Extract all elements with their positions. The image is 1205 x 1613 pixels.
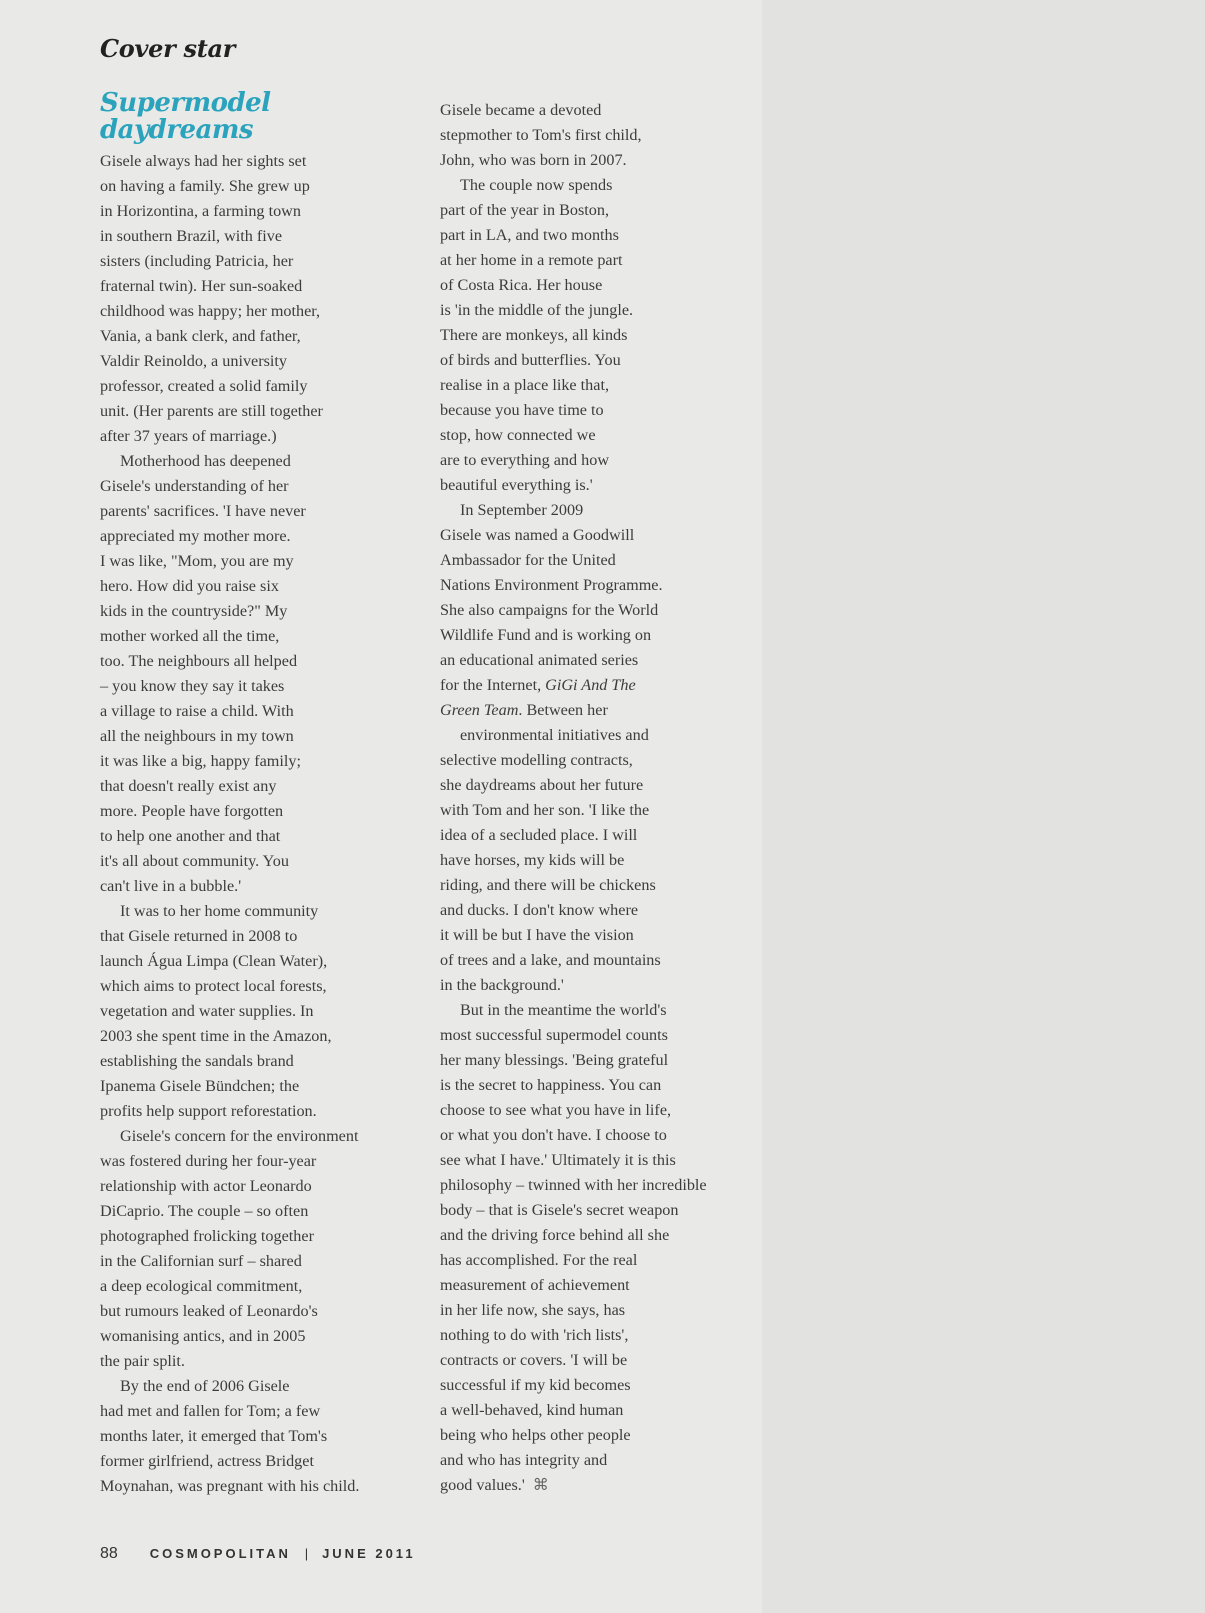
body-line: most successful supermodel counts <box>440 1026 668 1044</box>
series-title: GiGi And The <box>545 676 636 694</box>
body-line: to help one another and that <box>100 827 281 845</box>
body-line: in her life now, she says, has <box>440 1301 626 1319</box>
body-line: on having a family. She grew up <box>100 177 310 195</box>
body-line: selective modelling contracts, <box>440 751 633 769</box>
body-line: By the end of 2006 Gisele <box>120 1377 290 1395</box>
body-line <box>440 673 707 698</box>
body-line: part in LA, and two months <box>440 226 619 244</box>
page-footer <box>100 1545 416 1563</box>
body-line: Valdir Reinoldo, a university <box>100 352 288 370</box>
body-line: which aims to protect local forests, <box>100 977 327 995</box>
body-line: Moynahan, was pregnant with his child. <box>100 1477 360 1495</box>
body-line: nothing to do with 'rich lists', <box>440 1326 629 1344</box>
body-line: Ambassador for the United <box>440 551 616 569</box>
body-line: – you know they say it takes <box>100 677 285 695</box>
body-line: Wildlife Fund and is working on <box>440 626 652 644</box>
issue-date: JUNE 2011 <box>322 1546 416 1561</box>
body-line: that Gisele returned in 2008 to <box>100 927 298 945</box>
body-line: good values.' ⌘ <box>440 1476 549 1494</box>
body-line: her many blessings. 'Being grateful <box>440 1051 669 1069</box>
body-line: Gisele became a devoted <box>440 101 602 119</box>
body-line: mother worked all the time, <box>100 627 280 645</box>
section-label: Cover star <box>100 34 236 63</box>
body-line: after 37 years of marriage.) <box>100 427 277 445</box>
right-column-part-b <box>440 723 707 1498</box>
body-line: with Tom and her son. 'I like the <box>440 801 650 819</box>
body-line: John, who was born in 2007. <box>440 151 627 169</box>
footer-separator: | <box>304 1546 309 1561</box>
body-line: have horses, my kids will be <box>440 851 625 869</box>
body-line: more. People have forgotten <box>100 802 284 820</box>
body-line: is the secret to happiness. You can <box>440 1076 662 1094</box>
body-line: and the driving force behind all she <box>440 1226 670 1244</box>
body-line: she daydreams about her future <box>440 776 644 794</box>
body-line: riding, and there will be chickens <box>440 876 656 894</box>
body-line: But in the meantime the world's <box>460 1001 667 1019</box>
body-line: because you have time to <box>440 401 604 419</box>
right-column-part-a <box>440 98 707 673</box>
body-line: childhood was happy; her mother, <box>100 302 321 320</box>
article-headline <box>100 90 271 144</box>
body-line: stop, how connected we <box>440 426 596 444</box>
body-line: and ducks. I don't know where <box>440 901 639 919</box>
body-line: successful if my kid becomes <box>440 1376 631 1394</box>
body-line: part of the year in Boston, <box>440 201 610 219</box>
body-line: fraternal twin). Her sun-soaked <box>100 277 303 295</box>
body-line: Gisele's understanding of her <box>100 477 289 495</box>
body-line: Nations Environment Programme. <box>440 576 663 594</box>
body-line: of birds and butterflies. You <box>440 351 621 369</box>
body-line: vegetation and water supplies. In <box>100 1002 314 1020</box>
body-line: hero. How did you raise six <box>100 577 279 595</box>
body-line: an educational animated series <box>440 651 639 669</box>
body-line: In September 2009 <box>460 501 584 519</box>
page-number: 88 <box>100 1545 118 1562</box>
body-line: launch Água Limpa (Clean Water), <box>100 952 328 970</box>
body-line: philosophy – twinned with her incredible <box>440 1176 707 1194</box>
body-line: establishing the sandals brand <box>100 1052 294 1070</box>
body-line: sisters (including Patricia, her <box>100 252 294 270</box>
body-line: parents' sacrifices. 'I have never <box>100 502 306 520</box>
magazine-name: COSMOPOLITAN <box>149 1546 291 1561</box>
body-line: DiCaprio. The couple – so often <box>100 1202 309 1220</box>
body-line: The couple now spends <box>460 176 613 194</box>
body-line: appreciated my mother more. <box>100 527 291 545</box>
body-line: it's all about community. You <box>100 852 289 870</box>
end-mark-icon: ⌘ <box>532 1477 549 1494</box>
body-line: Vania, a bank clerk, and father, <box>100 327 301 345</box>
body-line: at her home in a remote part <box>440 251 623 269</box>
body-line: Gisele's concern for the environment <box>120 1127 359 1145</box>
body-line: profits help support reforestation. <box>100 1102 317 1120</box>
body-text: for the Internet, <box>440 676 546 694</box>
body-line: can't live in a bubble.' <box>100 877 242 895</box>
body-line: professor, created a solid family <box>100 377 308 395</box>
body-line: Ipanema Gisele Bündchen; the <box>100 1077 300 1095</box>
body-line: a village to raise a child. With <box>100 702 294 720</box>
body-line: 2003 she spent time in the Amazon, <box>100 1027 332 1045</box>
body-line: former girlfriend, actress Bridget <box>100 1452 314 1470</box>
body-line: of trees and a lake, and mountains <box>440 951 661 969</box>
body-line: a deep ecological commitment, <box>100 1277 303 1295</box>
body-line: in southern Brazil, with five <box>100 227 283 245</box>
body-line: or what you don't have. I choose to <box>440 1126 667 1144</box>
body-line: There are monkeys, all kinds <box>440 326 628 344</box>
body-line: measurement of achievement <box>440 1276 630 1294</box>
body-line: has accomplished. For the real <box>440 1251 638 1269</box>
headline-line: Supermodel <box>100 88 271 118</box>
body-line: It was to her home community <box>120 902 319 920</box>
body-line: the pair split. <box>100 1352 185 1370</box>
body-line: I was like, "Mom, you are my <box>100 552 294 570</box>
headline-line: daydreams <box>100 115 254 145</box>
body-line: relationship with actor Leonardo <box>100 1177 312 1195</box>
body-line: contracts or covers. 'I will be <box>440 1351 628 1369</box>
body-line: photographed frolicking together <box>100 1227 314 1245</box>
body-line: was fostered during her four-year <box>100 1152 317 1170</box>
body-line: it was like a big, happy family; <box>100 752 301 770</box>
body-line: and who has integrity and <box>440 1451 608 1469</box>
body-line: in Horizontina, a farming town <box>100 202 301 220</box>
body-line: environmental initiatives and <box>460 726 649 744</box>
right-column <box>440 98 707 1498</box>
body-line: are to everything and how <box>440 451 610 469</box>
body-line: but rumours leaked of Leonardo's <box>100 1302 318 1320</box>
body-line: that doesn't really exist any <box>100 777 277 795</box>
body-text: . Between her <box>518 701 608 719</box>
body-line <box>440 698 707 723</box>
body-line: body – that is Gisele's secret weapon <box>440 1201 679 1219</box>
body-line: Motherhood has deepened <box>120 452 291 470</box>
body-line: is 'in the middle of the jungle. <box>440 301 634 319</box>
body-line: realise in a place like that, <box>440 376 609 394</box>
left-column <box>100 149 359 1499</box>
body-line: choose to see what you have in life, <box>440 1101 672 1119</box>
body-line: Gisele always had her sights set <box>100 152 307 170</box>
body-line: beautiful everything is.' <box>440 476 593 494</box>
body-line: too. The neighbours all helped <box>100 652 298 670</box>
body-line: of Costa Rica. Her house <box>440 276 603 294</box>
body-line: idea of a secluded place. I will <box>440 826 638 844</box>
body-line: womanising antics, and in 2005 <box>100 1327 306 1345</box>
series-title: Green Team <box>440 701 519 719</box>
body-line: it will be but I have the vision <box>440 926 634 944</box>
body-line: months later, it emerged that Tom's <box>100 1427 328 1445</box>
body-line: in the Californian surf – shared <box>100 1252 302 1270</box>
body-line: in the background.' <box>440 976 564 994</box>
scan-background <box>762 0 1205 1613</box>
body-line: a well-behaved, kind human <box>440 1401 624 1419</box>
body-line: had met and fallen for Tom; a few <box>100 1402 321 1420</box>
body-line: unit. (Her parents are still together <box>100 402 323 420</box>
body-line: Gisele was named a Goodwill <box>440 526 635 544</box>
body-line: kids in the countryside?" My <box>100 602 288 620</box>
body-line: all the neighbours in my town <box>100 727 294 745</box>
body-line: see what I have.' Ultimately it is this <box>440 1151 676 1169</box>
body-line: being who helps other people <box>440 1426 631 1444</box>
body-line: stepmother to Tom's first child, <box>440 126 642 144</box>
body-line: She also campaigns for the World <box>440 601 659 619</box>
